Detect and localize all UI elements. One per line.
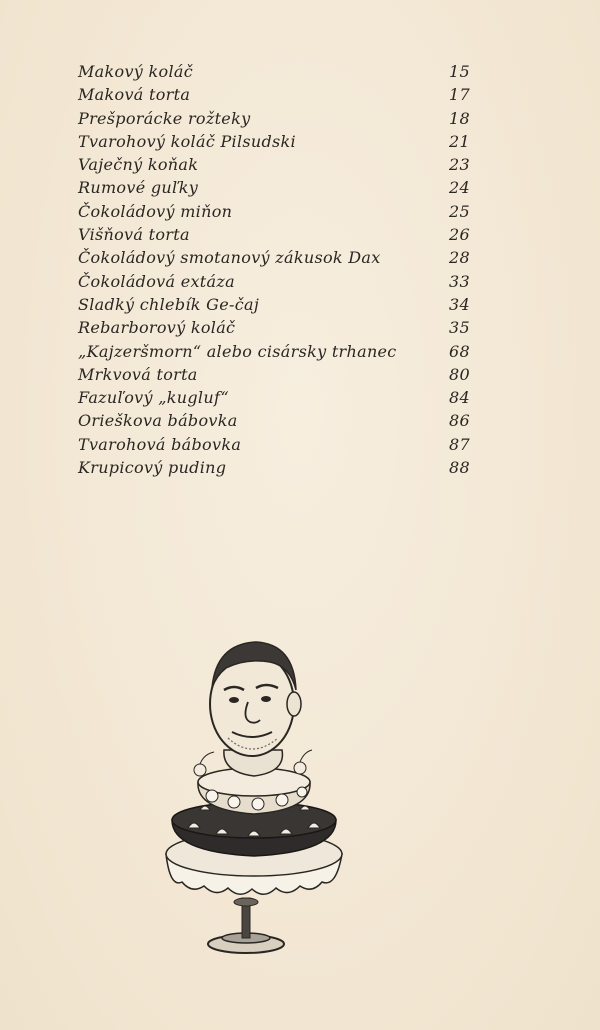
toc-entry xyxy=(78,176,470,199)
toc-entry-title: Orieškova bábovka xyxy=(78,411,238,431)
cake-stand-knob xyxy=(234,898,258,906)
toc-entry-title: Čokoládová extáza xyxy=(78,271,235,291)
toc-entry-page: 86 xyxy=(449,411,470,431)
toc-entry-title: Prešporácke rožteky xyxy=(78,108,251,128)
toc-entry-page: 28 xyxy=(449,248,470,268)
toc-entry-title: Tvarohová bábovka xyxy=(78,434,242,454)
toc-entry-page: 88 xyxy=(449,458,470,478)
toc-entry-title: Čokoládový smotanový zákusok Dax xyxy=(78,248,381,268)
toc-entry xyxy=(78,60,470,83)
toc-entry-title: Maková torta xyxy=(78,85,191,105)
toc-entry-page: 24 xyxy=(449,178,470,198)
toc-entry xyxy=(78,107,470,130)
toc-entry-title: Mrkvová torta xyxy=(78,364,198,384)
toc-entry-page: 84 xyxy=(449,388,470,408)
toc-entry-page: 23 xyxy=(449,155,470,175)
toc-entry-title: Fazuľový „kugluf“ xyxy=(78,388,229,408)
toc-entry xyxy=(78,456,470,479)
toc-entry xyxy=(78,270,470,293)
toc-entry-page: 18 xyxy=(449,108,470,128)
toc-entry-page: 33 xyxy=(449,271,470,291)
toc-entry-title: Tvarohový koláč Pilsudski xyxy=(78,131,296,151)
toc-entry xyxy=(78,363,470,386)
toc-entry xyxy=(78,200,470,223)
toc-entry-page: 17 xyxy=(449,85,470,105)
ear xyxy=(287,692,301,716)
toc-entry xyxy=(78,340,470,363)
table-of-contents xyxy=(78,60,470,479)
toc-entry xyxy=(78,246,470,269)
toc-entry-title: Rumové guľky xyxy=(78,178,199,198)
toc-entry-title: Makový koláč xyxy=(78,62,193,81)
man-head-on-cake-illustration xyxy=(160,632,350,964)
toc-entry-title: Višňová torta xyxy=(78,225,190,245)
toc-entry xyxy=(78,293,470,316)
toc-entry-page: 21 xyxy=(449,131,470,151)
toc-entry-page: 25 xyxy=(449,201,470,221)
toc-entry-title: Vaječný koňak xyxy=(78,155,199,175)
toc-entry-title: Rebarborový koláč xyxy=(78,318,236,338)
toc-entry xyxy=(78,409,470,432)
toc-entry xyxy=(78,223,470,246)
toc-entry xyxy=(78,153,470,176)
toc-entry-title: Sladký chlebík Ge-čaj xyxy=(78,294,260,314)
right-eye xyxy=(261,696,271,702)
toc-entry-title: Čokoládový miňon xyxy=(78,201,233,221)
toc-entry-page: 80 xyxy=(449,364,470,384)
toc-entry-page: 35 xyxy=(449,318,470,338)
toc-entry xyxy=(78,386,470,409)
toc-entry xyxy=(78,130,470,153)
toc-entry-page: 34 xyxy=(449,294,470,314)
toc-entry-page: 15 xyxy=(449,62,470,81)
toc-entry-page: 68 xyxy=(449,341,470,361)
toc-entry-title: Krupicový puding xyxy=(78,458,227,478)
toc-entry xyxy=(78,433,470,456)
toc-entry-title: „Kajzeršmorn“ alebo cisársky trhanec xyxy=(78,341,397,361)
toc-entry-page: 87 xyxy=(449,434,470,454)
toc-entry xyxy=(78,83,470,106)
left-eye xyxy=(229,697,239,703)
toc-entry xyxy=(78,316,470,339)
toc-entry-page: 26 xyxy=(449,225,470,245)
